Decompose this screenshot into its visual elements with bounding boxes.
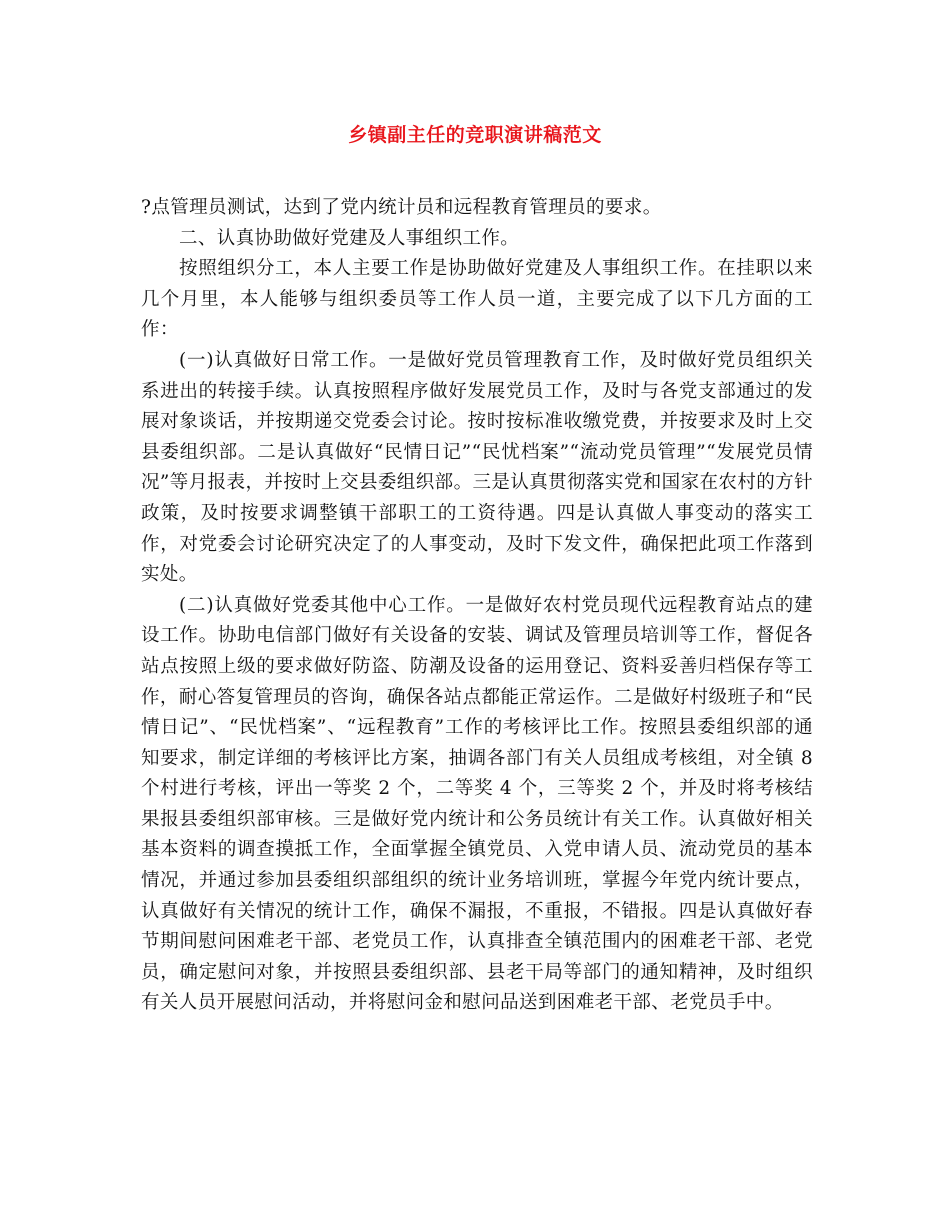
- section-heading-2: 二、认真协助做好党建及人事组织工作。: [179, 227, 520, 249]
- paragraph-intro: 按照组织分工，本人主要工作是协助做好党建及人事组织工作。在挂职以来几个月里，本人能够与组织委员等工作人员一道，主要完成了以下几方面的工作：: [141, 258, 813, 341]
- document-body: [141, 193, 813, 1019]
- paragraph-central-work: (二)认真做好党委其他中心工作。一是做好农村党员现代远程教育站点的建设工作。协助电信部门做好有关设备的安装、调试及管理员培训等工作，督促各站点按照上级的要求做好防盗、防潮及设备的运用登记、资料妥善归档保存等工作，耐心答复管理员的咨询，确保各站点都能正常运作。二是做好村级班子和“民情日记”、“民忧档案”、“远程教育”工作的考核评比工作。按照县委组织部的通知要求，制定详细的考核评比方案，抽调各部门有关人员组成考核组，对全镇 8 个村进行考核，评出一等奖 2 个，二等奖 4 个，三等奖 2 个，并及时将考核结果报县委组织部审核。三是做好党内统计和公务员统计有关工作。认真做好相关基本资料的调查摸抵工作，全面掌握全镇党员、入党申请人员、流动党员的基本情况，并通过参加县委组织部组织的统计业务培训班，掌握今年党内统计要点，认真做好有关情况的统计工作，确保不漏报，不重报，不错报。四是认真做好春节期间慰问困难老干部、老党员工作，认真排查全镇范围内的困难老干部、老党员，确定慰问对象，并按照县委组织部、县老干局等部门的通知精神，及时组织有关人员开展慰问活动，并将慰问金和慰问品送到困难老干部、老党员手中。: [141, 594, 813, 1014]
- paragraph-daily-work: (一)认真做好日常工作。一是做好党员管理教育工作，及时做好党员组织关系进出的转接手续。认真按照程序做好发展党员工作，及时与各党支部通过的发展对象谈话，并按期递交党委会讨论。按时按标准收缴党费，并按要求及时上交县委组织部。二是认真做好“民情日记”“民忧档案”“流动党员管理”“发展党员情况”等月报表，并按时上交县委组织部。三是认真贯彻落实党和国家在农村的方针政策，及时按要求调整镇干部职工的工资待遇。四是认真做人事变动的落实工作，对党委会讨论研究决定了的人事变动，及时下发文件，确保把此项工作落到实处。: [141, 349, 813, 586]
- paragraph-continuation: ?点管理员测试，达到了党内统计员和远程教育管理员的要求。: [141, 197, 662, 218]
- document-title: 乡镇副主任的竞职演讲稿范文: [348, 124, 602, 146]
